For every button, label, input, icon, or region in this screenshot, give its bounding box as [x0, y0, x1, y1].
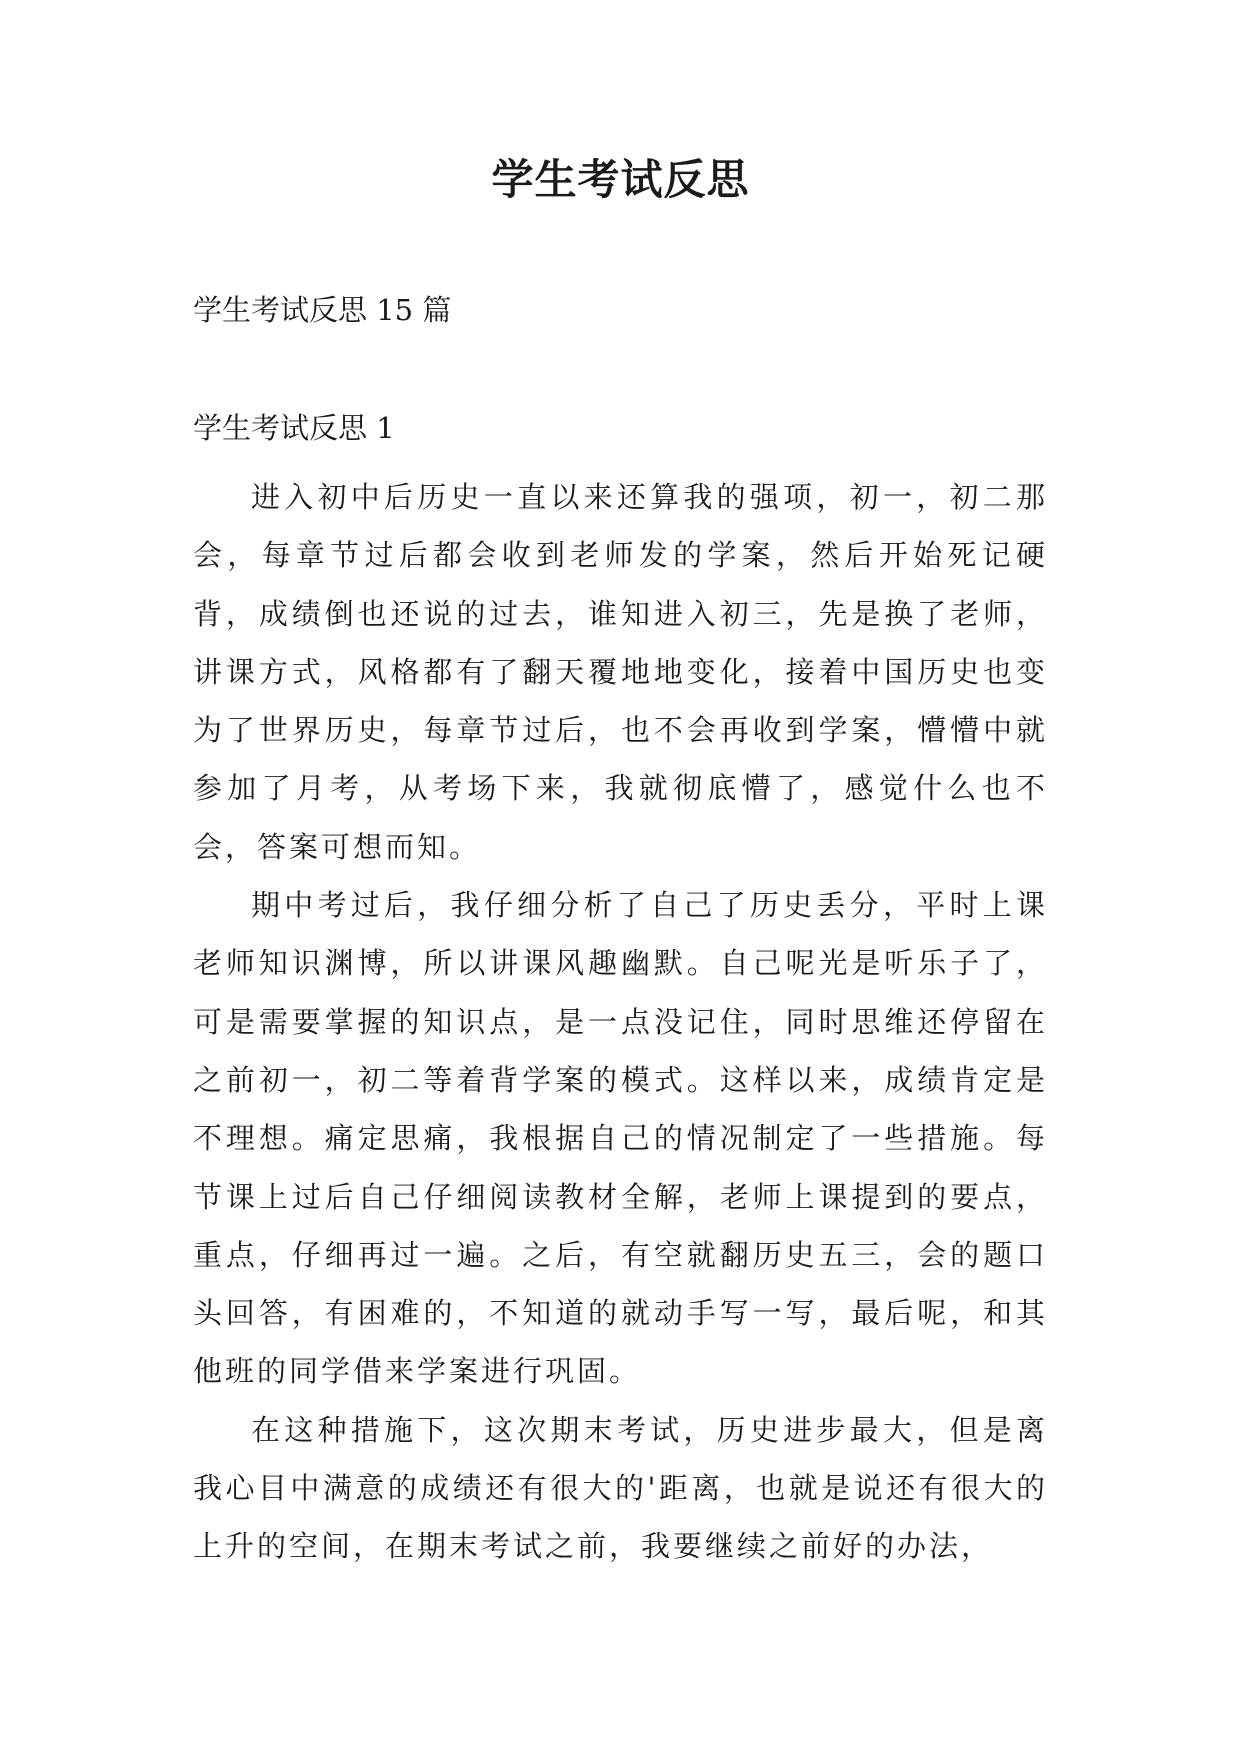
paragraph-3: 在这种措施下，这次期末考试，历史进步最大，但是离我心目中满意的成绩还有很大的'距离，也就是说还有很大的上升的空间，在期末考试之前，我要继续之前好的办法， — [193, 1412, 1048, 1564]
document-title: 学生考试反思 — [491, 155, 750, 204]
document-subtitle: 学生考试反思 15 篇 — [193, 293, 452, 327]
section-heading: 学生考试反思 1 — [193, 411, 395, 445]
paragraph-1: 进入初中后历史一直以来还算我的强项，初一，初二那会，每章节过后都会收到老师发的学案，然后开始死记硬背，成绩倒也还说的过去，谁知进入初三，先是换了老师，讲课方式，风格都有了翻天覆地地变化，接着中国历史也变为了世界历史，每章节过后，也不会再收到学案，懵懵中就参加了月考，从考场下来，我就彻底懵了，感觉什么也不会，答案可想而知。 — [193, 480, 1048, 864]
body-text — [193, 468, 1048, 1576]
paragraph-2: 期中考过后，我仔细分析了自己了历史丢分，平时上课老师知识渊博，所以讲课风趣幽默。自己呢光是听乐子了，可是需要掌握的知识点，是一点没记住，同时思维还停留在之前初一，初二等着背学案的模式。这样以来，成绩肯定是不理想。痛定思痛，我根据自己的情况制定了一些措施。每节课上过后自己仔细阅读教材全解，老师上课提到的要点，重点，仔细再过一遍。之后，有空就翻历史五三，会的题口头回答，有困难的，不知道的就动手写一写，最后呢，和其他班的同学借来学案进行巩固。 — [193, 888, 1048, 1389]
